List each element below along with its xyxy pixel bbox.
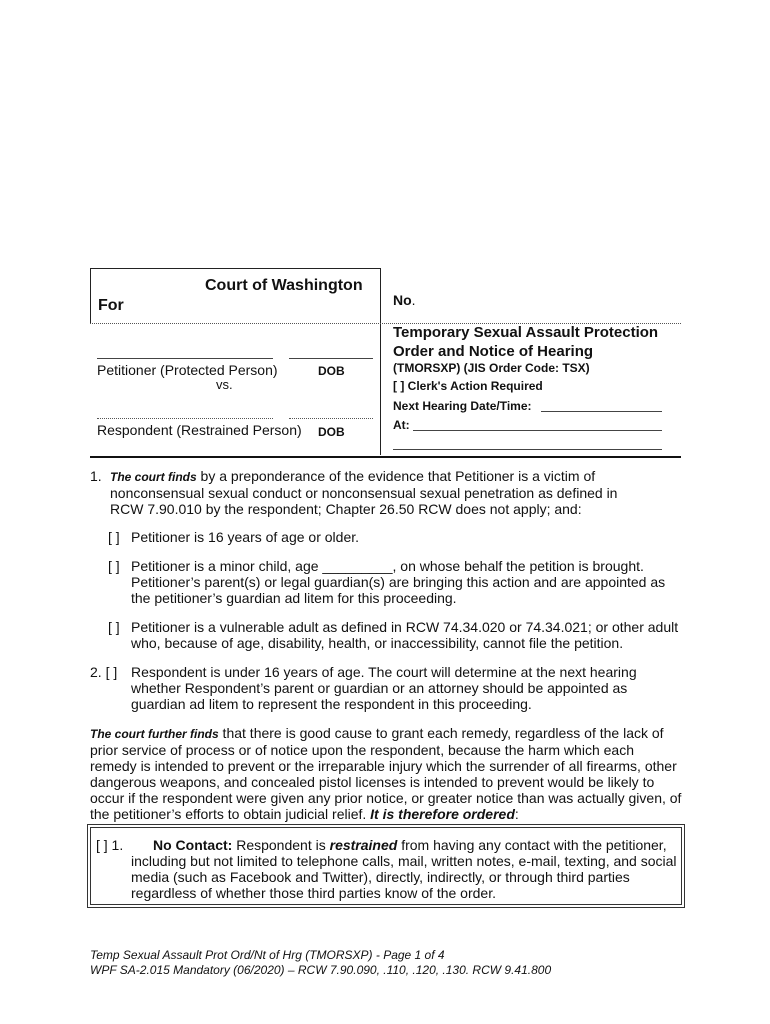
therefore-ordered: It is therefore ordered	[370, 806, 515, 822]
petitioner-dob-label: DOB	[318, 364, 345, 378]
option-c-line1: Petitioner is a vulnerable adult as defined in RCW 74.34.020 or 74.34.021; or other adult	[131, 619, 679, 635]
order-code: (TMORSXP) (JIS Order Code: TSX)	[393, 361, 590, 375]
respondent-dob-line[interactable]	[289, 418, 373, 419]
next-hearing-field[interactable]	[541, 411, 662, 412]
petitioner-name-line[interactable]	[97, 358, 273, 359]
no-contact-text-b: from having any contact with the petitioner,	[397, 837, 667, 853]
option-a-checkbox[interactable]: [ ]	[108, 529, 120, 545]
no-contact-checkbox[interactable]: [ ] 1.	[96, 837, 124, 853]
finding-1-line2: nonconsensual sexual conduct or nonconsensual sexual penetration as defined in	[110, 485, 618, 501]
clerk-action-checkbox[interactable]: [ ] Clerk's Action Required	[393, 379, 543, 393]
no-contact-text-a: Respondent is	[232, 837, 330, 853]
further-findings	[90, 725, 681, 822]
order-title-line2: Order and Notice of Hearing	[393, 343, 594, 360]
next-hearing-label: Next Hearing Date/Time:	[393, 399, 532, 413]
case-number-label	[393, 292, 416, 308]
respondent-name-line[interactable]	[97, 418, 273, 419]
county-for-label: For	[98, 297, 124, 314]
case-number-dot: .	[411, 292, 416, 308]
versus-label: vs.	[216, 377, 233, 392]
footer-line1: Temp Sexual Assault Prot Ord/Nt of Hrg (TMORSXP) - Page 1 of 4	[90, 948, 445, 962]
option-b-line2: Petitioner’s parent(s) or legal guardian(s) are bringing this action and are appointed as	[131, 574, 666, 590]
further-line2: prior service of process or of notice upon the respondent, because the harm which each	[90, 742, 634, 758]
respondent-label: Respondent (Restrained Person)	[97, 422, 302, 438]
footer-line2: WPF SA-2.015 Mandatory (06/2020) – RCW 7.90.090, .110, .120, .130. RCW 9.41.800	[90, 963, 552, 977]
further-line6-end: :	[514, 806, 519, 822]
finding-2-line3: guardian ad litem to represent the respondent in this proceeding.	[131, 696, 532, 712]
finding-2-line1: Respondent is under 16 years of age. The court will determine at the next hearing	[131, 664, 637, 680]
order-title	[393, 323, 658, 361]
further-line3: remedy is intended to prevent or the irreparable injury which the surrender of all firearms, other	[90, 758, 677, 774]
petitioner-label: Petitioner (Protected Person)	[97, 362, 278, 378]
option-c-text	[131, 619, 678, 651]
court-title: Court of Washington	[205, 277, 363, 294]
further-line5: occur if the respondent were given any prior notice, or greater notice than was actually given, of	[90, 790, 682, 806]
hearing-location-label: At:	[393, 418, 410, 432]
further-line1: that there is good cause to grant each remedy, regardless of the lack of	[218, 725, 664, 741]
section-rule	[90, 456, 681, 458]
hearing-location-field[interactable]	[413, 430, 662, 431]
further-findings-lead: The court further finds	[90, 727, 219, 741]
respondent-dob-label: DOB	[318, 425, 345, 439]
further-line6: the petitioner’s efforts to obtain judicial relief.	[90, 806, 371, 822]
option-b-checkbox[interactable]: [ ]	[108, 558, 120, 574]
no-contact-line3: media (such as Facebook and Twitter), directly, indirectly, or through third parties	[131, 869, 630, 885]
finding-1-line1: by a preponderance of the evidence that Petitioner is a victim of	[196, 468, 596, 484]
finding-2-checkbox[interactable]: 2. [ ]	[90, 664, 118, 680]
option-a-text: Petitioner is 16 years of age or older.	[131, 529, 360, 545]
petitioner-dob-line[interactable]	[289, 358, 373, 359]
option-c-checkbox[interactable]: [ ]	[108, 619, 120, 635]
finding-1-lead: The court finds	[110, 470, 197, 484]
no-contact-body	[131, 853, 677, 901]
option-b-line1: Petitioner is a minor child, age _________, on whose behalf the petition is brought.	[131, 558, 644, 574]
option-c-line2: who, because of age, disability, health, or inaccessibility, cannot file the petition.	[131, 635, 624, 651]
finding-1-line3: RCW 7.90.010 by the respondent; Chapter 26.50 RCW does not apply; and:	[110, 501, 582, 517]
no-contact-line1	[153, 837, 667, 853]
no-contact-line4: regardless of whether those third parties know of the order.	[131, 885, 496, 901]
no-contact-line2: including but not limited to telephone calls, mail, written notes, e-mail, texting, and social	[131, 853, 677, 869]
finding-2-text	[131, 664, 637, 712]
finding-1-number: 1.	[90, 468, 102, 484]
case-number-text: No	[393, 292, 412, 308]
finding-1	[110, 468, 617, 517]
further-line4: dangerous weapons, and concealed pistol licenses is intended to prevent would be likely to	[90, 774, 655, 790]
finding-2-line2: whether Respondent’s parent or guardian or an attorney should be appointed as	[131, 680, 628, 696]
restrained-emphasis: restrained	[329, 837, 398, 853]
no-contact-heading: No Contact:	[153, 837, 233, 853]
hearing-location-field-2[interactable]	[393, 449, 662, 450]
option-b-line3: the petitioner’s guardian ad litem for this proceeding.	[131, 590, 457, 606]
order-title-line1: Temporary Sexual Assault Protection	[393, 324, 659, 341]
option-b-text	[131, 558, 665, 606]
